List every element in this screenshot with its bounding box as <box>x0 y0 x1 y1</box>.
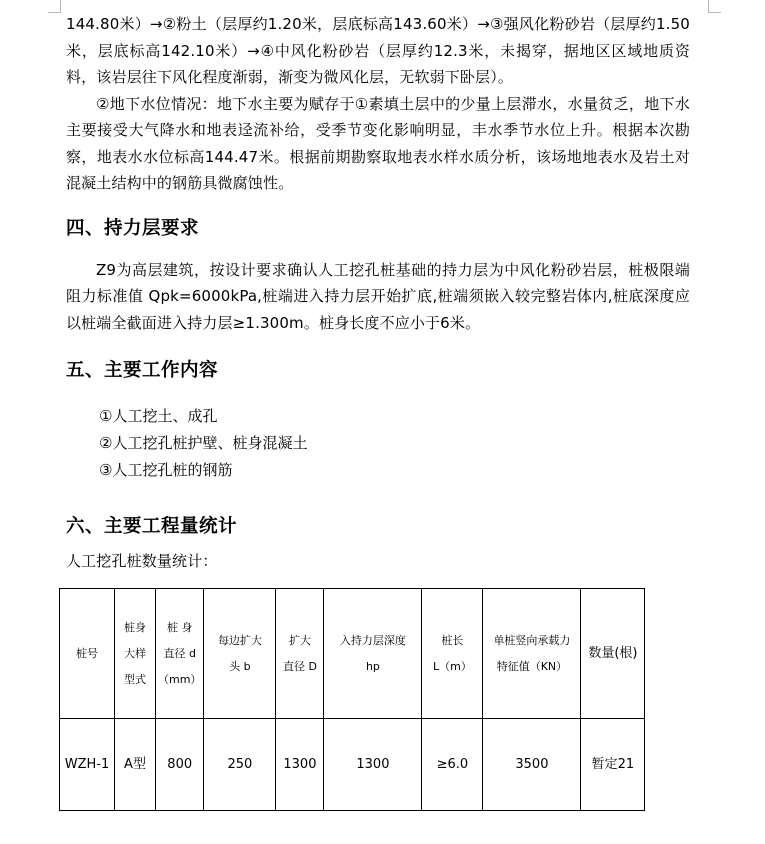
header-pile-type: 桩身 大样 型式 <box>115 589 156 719</box>
header-pile-id: 桩号 <box>60 589 115 719</box>
header-enlarge-each-side: 每边扩大 头 b <box>204 589 276 719</box>
cell-pile-id: WZH-1 <box>60 719 115 811</box>
cell-pile-diameter: 800 <box>156 719 204 811</box>
table-header-row <box>60 589 645 719</box>
table-caption: 人工挖孔桩数量统计： <box>66 552 218 570</box>
cell-bearing-depth: 1300 <box>324 719 422 811</box>
bearing-layer-paragraph: Z9为高层建筑，按设计要求确认人工挖孔桩基础的持力层为中风化粉砂岩层，桩极限端阻力标准值 Qpk=6000kPa,桩端进入持力层开始扩底,桩端须嵌入较完整岩体内,桩底深度应以桩端全截面进入持力层≥1.300m。桩身长度不应小于6米。 <box>66 260 690 332</box>
document-page <box>66 0 690 575</box>
cell-bearing-capacity: 3500 <box>483 719 581 811</box>
cell-quantity: 暂定21 <box>581 719 645 811</box>
groundwater-paragraph: ②地下水位情况：地下水主要为赋存于①素填土层中的少量上层滞水，水量贫乏，地下水主要接受大气降水和地表迳流补给，受季节变化影响明显，丰水季节水位上升。根据本次勘察，地表水水位标高144.47米。根据前期勘察取地表水样水质分析，该场地地表水及岩土对混凝土结构中的钢筋具微腐蚀性。 <box>66 94 690 192</box>
cell-enlarge-each-side: 250 <box>204 719 276 811</box>
cell-pile-type: A型 <box>115 719 156 811</box>
cell-pile-length: ≥6.0 <box>422 719 483 811</box>
list-item: ②人工挖孔桩护壁、桩身混凝土 <box>99 434 308 452</box>
list-item: ③人工挖孔桩的钢筋 <box>99 461 233 479</box>
soil-layer-paragraph: 144.80米）→②粉土（层厚约1.20米，层底标高143.60米）→③强风化粉砂岩（层厚约1.50米，层底标高142.10米）→④中风化粉砂岩（层厚约12.3米，未揭穿，据地区区域地质资料，该岩层往下风化程度渐弱，渐变为微风化层，无软弱下卧层）。 <box>66 15 690 86</box>
header-enlarged-diameter: 扩大 直径 D <box>276 589 324 719</box>
cell-enlarged-diameter: 1300 <box>276 719 324 811</box>
table-row <box>60 719 645 811</box>
header-pile-diameter: 桩 身 直径 d （mm） <box>156 589 204 719</box>
work-content-list <box>66 403 690 484</box>
header-quantity: 数量(根) <box>581 589 645 719</box>
header-pile-length: 桩长 L（m） <box>422 589 483 719</box>
section-heading-quantity-statistics: 六、主要工程量统计 <box>66 516 238 537</box>
section-heading-work-content: 五、主要工作内容 <box>66 360 219 381</box>
pile-quantity-table <box>59 588 645 811</box>
list-item: ①人工挖土、成孔 <box>99 407 218 425</box>
page-corner-mark-right <box>708 0 721 13</box>
header-bearing-depth: 入持力层深度 hp <box>324 589 422 719</box>
section-heading-bearing-layer: 四、持力层要求 <box>66 217 200 239</box>
header-bearing-capacity: 单桩竖向承载力 特征值（KN） <box>483 589 581 719</box>
page-corner-mark-left <box>48 0 61 13</box>
